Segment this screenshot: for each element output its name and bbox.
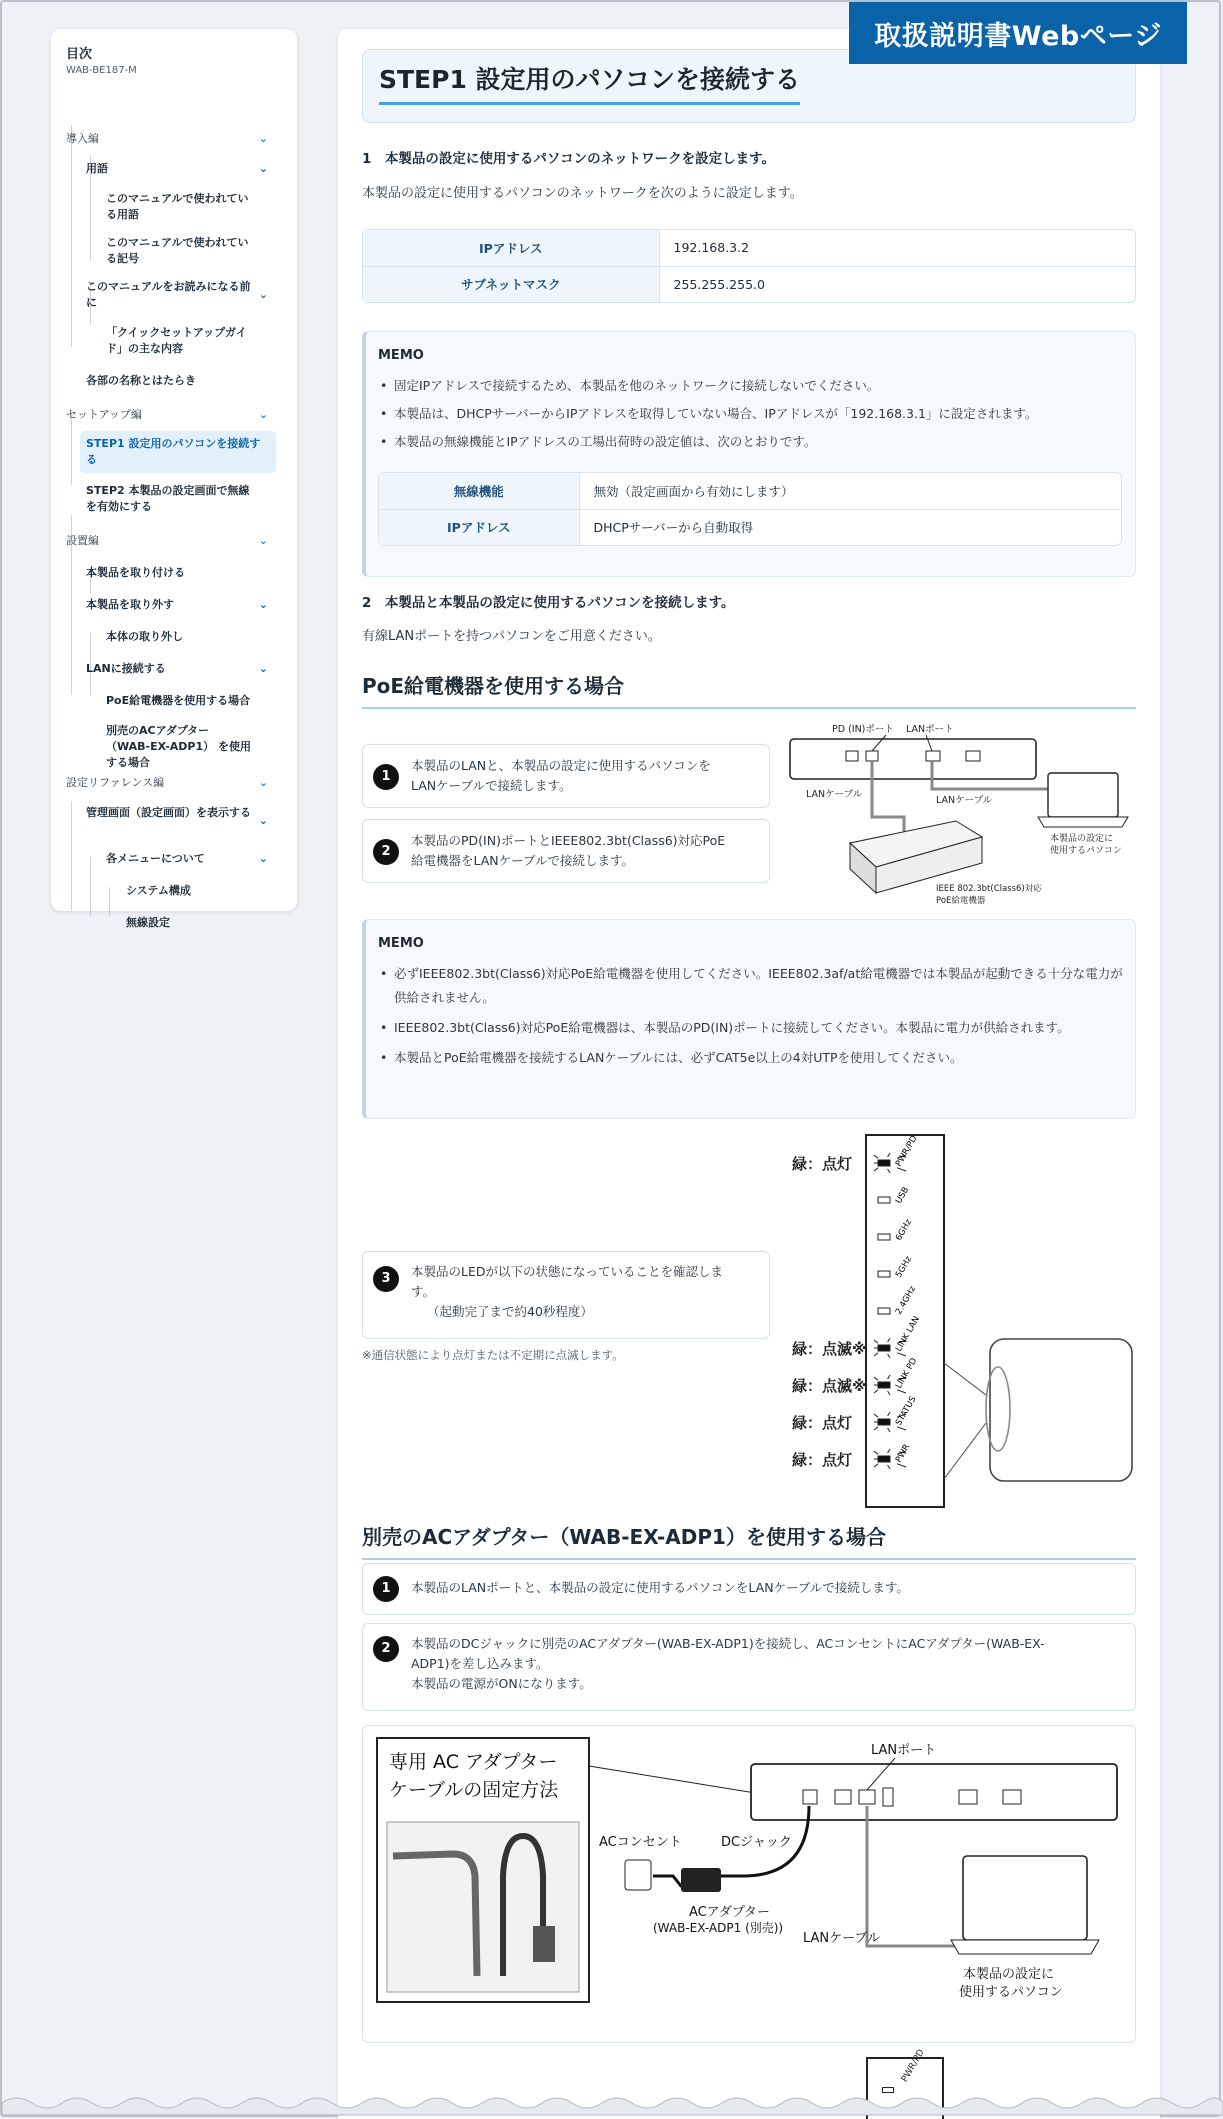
led-status-label: 緑：点滅※	[792, 1340, 867, 1358]
step-text: （起動完了まで約40秒程度）	[427, 1304, 593, 1319]
toc-item-lan-connect[interactable]: LANに接続する ⌄	[86, 662, 268, 675]
led-status-diagram	[786, 1133, 1136, 1511]
step1-heading: 1 本製品の設定に使用するパソコンのネットワークを設定します。	[362, 151, 776, 167]
toc-guide-line	[71, 125, 72, 347]
toc-item-step1-active[interactable]: STEP1 設定用のパソコンを接続する	[80, 431, 276, 473]
toc-item-setup[interactable]: セットアップ編 ⌄	[66, 408, 268, 421]
list-item: • 本製品の無線機能とIPアドレスの工場出荷時の設定値は、次のとおりです。	[380, 430, 1124, 454]
led-indicator	[878, 1419, 890, 1425]
step-number: 3	[373, 1266, 399, 1292]
toc-guide-line	[109, 887, 110, 917]
led-indicator	[878, 1308, 890, 1314]
chevron-down-icon[interactable]: ⌄	[258, 662, 268, 675]
led-name: 6GHz	[893, 1217, 915, 1243]
toc-item-terms[interactable]: 用語 ⌄	[86, 162, 268, 175]
device-front	[990, 1339, 1132, 1481]
table-key: サブネットマスク	[363, 266, 659, 302]
pc-label: 使用するパソコン	[959, 1985, 1063, 2000]
toc-item-symbols-used[interactable]: このマニュアルで使われている記号	[106, 236, 249, 265]
table-row	[379, 473, 1121, 509]
step-text: ADP1)を差し込みます。	[411, 1656, 549, 1671]
laptop-icon	[963, 1856, 1087, 1940]
poe-heading: PoE給電機器を使用する場合	[362, 670, 1136, 709]
table-value: DHCPサーバーから自動取得	[593, 520, 754, 536]
ac-outlet-label: ACコンセント	[599, 1835, 682, 1850]
toc-item-system[interactable]: システム構成	[126, 884, 191, 897]
table-value: 255.255.255.0	[673, 276, 765, 292]
pd-port-label: PD (IN)ポート	[832, 724, 894, 735]
toc-item-terms-used[interactable]: このマニュアルで使われている用語	[106, 192, 249, 221]
callout-title: 専用 AC アダプター	[389, 1751, 558, 1773]
chevron-down-icon[interactable]: ⌄	[258, 776, 268, 789]
led-indicator	[878, 1234, 890, 1240]
led-status-label: 緑：点灯	[792, 1451, 853, 1469]
list-item: • 固定IPアドレスで接続するため、本製品を他のネットワークに接続しないでください。	[380, 374, 1124, 398]
chevron-down-icon[interactable]: ⌄	[258, 534, 268, 547]
step-text: 本製品のPD(IN)ポートとIEEE802.3bt(Class6)対応PoE	[411, 833, 726, 848]
step1-text: 本製品の設定に使用するパソコンのネットワークを次のように設定します。	[362, 186, 803, 201]
toc-item-ac-adapter[interactable]: 別売のACアダプター （WAB-EX-ADP1） を使用する場合	[106, 724, 251, 769]
memo-list	[380, 374, 1124, 454]
dc-jack-icon	[803, 1790, 817, 1804]
step-text: 本製品のLANポートと、本製品の設定に使用するパソコンをLANケーブルで接続します。	[411, 1580, 909, 1595]
adapter-label: (WAB-EX-ADP1 (別売))	[653, 1921, 784, 1935]
led-status-label: 緑：点滅※	[792, 1377, 867, 1395]
torn-edge	[2, 2093, 1223, 2115]
led-name: LINK PD	[893, 1356, 920, 1391]
pc-label: 使用するパソコン	[1050, 846, 1122, 856]
network-settings-table	[362, 229, 1136, 303]
chevron-down-icon[interactable]: ⌄	[258, 408, 268, 421]
toc-title: 目次	[66, 47, 93, 62]
led-status-label: 緑：点灯	[792, 1155, 853, 1173]
memo-box	[362, 331, 1136, 577]
toc-item-admin-screen[interactable]: 管理画面（設定画面）を表示する ⌄	[86, 806, 268, 827]
poe-connection-diagram	[786, 717, 1136, 907]
table-value: 192.168.3.2	[659, 230, 1135, 266]
pc-label: 本製品の設定に	[963, 1967, 1055, 1982]
step-number: 1	[373, 1576, 399, 1602]
table-row	[363, 230, 1135, 266]
led-status-label: 緑：点灯	[792, 1414, 853, 1432]
manual-web-page-label: 取扱説明書Webページ	[849, 2, 1187, 64]
led-indicator	[878, 1197, 890, 1203]
dc-plug-icon	[533, 1926, 555, 1962]
poe-device-label: PoE給電機器	[936, 896, 986, 906]
laptop-base	[951, 1940, 1099, 1954]
poe-step-1	[362, 744, 770, 808]
lan-port-label: LANポート	[871, 1743, 937, 1758]
toc-item-menus[interactable]: 各メニューについて ⌄	[106, 852, 268, 865]
factory-settings-table	[378, 472, 1122, 546]
toc-item-remove[interactable]: 本製品を取り外す ⌄	[86, 598, 268, 611]
chevron-down-icon[interactable]: ⌄	[258, 162, 268, 175]
list-item: • IEEE802.3bt(Class6)対応PoE給電機器は、本製品のPD(IN)ポートに接続してください。本製品に電力が供給されます。	[380, 1016, 1124, 1040]
pc-label: 本製品の設定に	[1050, 834, 1114, 844]
toc-guide-line	[71, 413, 72, 485]
toc-item-quick-setup[interactable]: 「クイックセットアップガイド」の主な内容	[106, 326, 247, 355]
led-name: USB	[893, 1185, 912, 1206]
step-text: 本製品のLANと、本製品の設定に使用するパソコンを	[411, 758, 711, 773]
poe-step-2	[362, 819, 770, 883]
laptop-base	[1038, 817, 1128, 827]
main-content	[338, 29, 1160, 2119]
pd-port-icon	[846, 751, 858, 761]
led-indicator	[878, 1160, 890, 1166]
memo-title: MEMO	[378, 936, 424, 951]
led-name: PWR/PD	[893, 1134, 920, 1169]
led-indicator	[878, 1345, 890, 1351]
ac-connection-diagram	[363, 1726, 1135, 2042]
callout-title: ケーブルの固定方法	[389, 1779, 559, 1801]
ac-connection-figure	[362, 1725, 1136, 2043]
port-icon	[835, 1790, 851, 1804]
lan-port-label: LANポート	[906, 724, 954, 735]
toc-item-poe[interactable]: PoE給電機器を使用する場合	[106, 694, 251, 707]
led-name: STATUS	[893, 1394, 919, 1428]
led-indicator	[878, 1382, 890, 1388]
port-icon	[859, 1790, 875, 1804]
toc-item-attach[interactable]: 本製品を取り付ける	[86, 566, 185, 579]
toc-item-wireless[interactable]: 無線設定	[126, 916, 170, 929]
led-indicator	[878, 1271, 890, 1277]
led-name: 5GHz	[893, 1254, 915, 1280]
port-icon	[866, 751, 878, 761]
page-title: STEP1 設定用のパソコンを接続する	[379, 60, 800, 105]
list-item: • 本製品とPoE給電機器を接続するLANケーブルには、必ずCAT5e以上の4対UTPを使用してください。	[380, 1046, 1124, 1070]
step-number: 2	[373, 839, 399, 865]
usb-port-icon	[883, 1788, 893, 1806]
list-item: • 本製品は、DHCPサーバーからIPアドレスを取得していない場合、IPアドレスが「192.168.3.1」に設定されます。	[380, 402, 1124, 426]
toc-item-installation[interactable]: 設置編 ⌄	[66, 534, 268, 547]
chevron-down-icon[interactable]: ⌄	[258, 814, 268, 827]
led-note: ※通信状態により点灯または不定期に点滅します。	[362, 1348, 624, 1362]
step-text: 給電機器をLANケーブルで接続します。	[411, 853, 635, 868]
access-point-device	[790, 739, 1036, 779]
laptop-icon	[1048, 773, 1118, 817]
toc-item-before-reading[interactable]: このマニュアルをお読みになる前に ⌄	[86, 280, 268, 309]
led-name: PWR/PD	[900, 2047, 927, 2084]
table-key: IPアドレス	[379, 509, 579, 545]
ac-step-2	[362, 1623, 1136, 1711]
dc-jack-label: DCジャック	[721, 1835, 792, 1850]
toc-item-part-names[interactable]: 各部の名称とはたらき	[86, 374, 196, 387]
toc-item-intro[interactable]: 導入編 ⌄	[66, 132, 268, 145]
led-indicator	[878, 1456, 890, 1462]
chevron-down-icon[interactable]: ⌄	[258, 132, 268, 145]
poe-step-3	[362, 1251, 770, 1339]
toc-model: WAB-BE187-M	[66, 65, 137, 76]
lan-cable-label: LANケーブル	[936, 795, 993, 806]
step2-text: 有線LANポートを持つパソコンをご用意ください。	[362, 629, 661, 644]
chevron-down-icon[interactable]: ⌄	[258, 852, 268, 865]
step-text: す。	[411, 1284, 436, 1299]
list-item: • 必ずIEEE802.3bt(Class6)対応PoE給電機器を使用してください。IEEE802.3af/at給電機器では本製品が起動できる十分な電力が供給されません。	[380, 962, 1124, 1010]
toc-item-reference[interactable]: 設定リファレンス編 ⌄	[66, 776, 268, 789]
toc-guide-line	[71, 801, 72, 911]
toc-guide-line	[90, 857, 91, 917]
port-icon	[959, 1790, 977, 1804]
step-text: 本製品のDCジャックに別売のACアダプター(WAB-EX-ADP1)を接続し、ACコンセントにACアダプター(WAB-EX-	[411, 1636, 1045, 1651]
port-icon	[926, 751, 940, 761]
table-row	[363, 266, 1135, 302]
lan-cable-line	[867, 1806, 963, 1946]
table-of-contents	[51, 29, 297, 929]
ac-adapter-icon	[681, 1868, 721, 1892]
toc-item-remove-body[interactable]: 本体の取り外し	[106, 630, 183, 643]
table-key: IPアドレス	[363, 230, 659, 266]
chevron-down-icon[interactable]: ⌄	[258, 288, 268, 301]
cable-fixing-photo	[387, 1822, 579, 1992]
lan-cable-label: LANケーブル	[806, 789, 863, 800]
led-name: LINK LAN	[893, 1314, 923, 1354]
adapter-label: ACアダプター	[689, 1905, 770, 1920]
ac-step-1	[362, 1563, 1136, 1615]
memo-list	[380, 962, 1124, 1070]
memo-title: MEMO	[378, 348, 424, 363]
lan-cable-label: LANケーブル	[803, 1931, 880, 1946]
port-icon	[1003, 1790, 1021, 1804]
port-icon	[966, 751, 980, 761]
step-number: 1	[373, 764, 399, 790]
step-number: 2	[373, 1636, 399, 1662]
step-text: 本製品の電源がONになります。	[411, 1676, 592, 1691]
table-value: 無効（設定画面から有効にします）	[579, 473, 1121, 509]
step-text: 本製品のLEDが以下の状態になっていることを確認しま	[411, 1264, 723, 1279]
poe-device-label: IEEE 802.3bt(Class6)対応	[936, 884, 1042, 894]
zoom-line	[944, 1363, 986, 1479]
step-text: LANケーブルで接続します。	[411, 778, 572, 793]
table-row	[379, 509, 1121, 545]
toc-item-step2[interactable]: STEP2 本製品の設定画面で無線を有効にする	[86, 484, 250, 513]
ac-outlet-icon	[625, 1860, 651, 1890]
led-name: PWR	[893, 1442, 913, 1465]
led-name: 2.4GHz	[893, 1284, 919, 1317]
memo-box	[362, 919, 1136, 1119]
chevron-down-icon[interactable]: ⌄	[258, 598, 268, 611]
step2-heading: 2 本製品と本製品の設定に使用するパソコンを接続します。	[362, 595, 735, 611]
table-key: 無線機能	[379, 473, 579, 509]
ac-heading: 別売のACアダプター（WAB-EX-ADP1）を使用する場合	[362, 1521, 1136, 1560]
